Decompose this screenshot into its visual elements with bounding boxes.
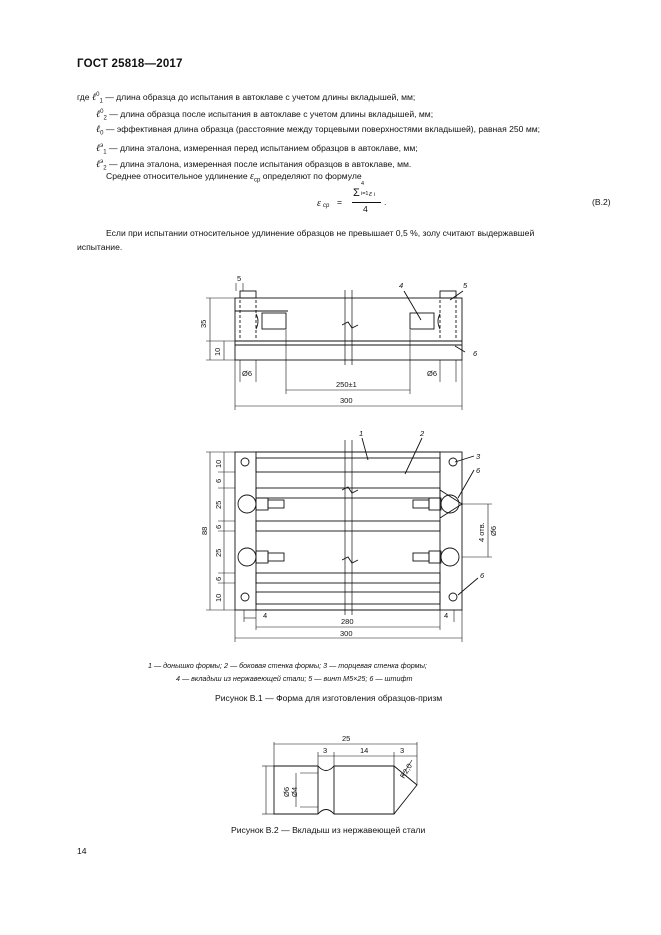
dim-label: Ø6 (282, 786, 291, 797)
symbol-sup: 0 (100, 109, 104, 115)
dim-label: 10 (214, 459, 223, 468)
callout-label: 2 (420, 429, 425, 438)
symbol-sub: 0 (100, 130, 104, 137)
dim-label: 6 (214, 478, 223, 483)
figure-caption: Рисунок В.2 — Вкладыш из нержавеющей стали (231, 825, 426, 835)
dim-label: 4 (444, 611, 449, 620)
dim-label: 300 (340, 396, 353, 405)
paragraph-line: испытание. (77, 242, 123, 252)
callout-label: 6 (480, 571, 485, 580)
dim-label: 14 (360, 746, 369, 755)
formula-sigma: Σ (353, 187, 360, 199)
dim-label: 300 (340, 629, 353, 638)
dim-label: 280 (341, 617, 354, 626)
formula-tail: . (384, 197, 387, 207)
dim-label: 5 (237, 274, 242, 283)
dim-label: 25 (214, 548, 223, 557)
formula-eq: = (337, 197, 343, 207)
symbol-sup: э (100, 159, 104, 165)
symbol-sub: 2 (103, 115, 107, 122)
mean-symbol: ε (250, 171, 254, 182)
figure-legend-line: 4 — вкладыш из нержавеющей стали; 5 — винт М5×25; 6 — штифт (176, 674, 413, 683)
symbol-sup: э (100, 143, 104, 149)
symbol-sup: 0 (96, 92, 100, 98)
formula-sum-top: 4 (361, 181, 365, 187)
callout-label: 6 (476, 466, 481, 475)
symbol: ℓ (96, 124, 101, 135)
insert-drawing (262, 742, 417, 814)
plan-view (206, 438, 492, 642)
symbol-sub: 2 (103, 165, 107, 172)
symbol: ℓ (91, 91, 97, 103)
callout-label: 3 (476, 452, 481, 461)
formula-sum-bottom: i=1 (361, 191, 369, 197)
definition-text: — эффективная длина образца (расстояние между торцевыми поверхностями вкладышей), равная 250 мм; (105, 124, 541, 134)
dim-label: 6 (214, 576, 223, 581)
mean-text-before: Среднее относительное удлинение (106, 171, 248, 181)
definition-text: — длина образца до испытания в автоклаве с учетом длины вкладышей, мм; (105, 91, 416, 102)
formula-lhs: ε (317, 198, 321, 209)
symbol: ℓ (96, 158, 101, 170)
dim-label: Ø4 (290, 786, 299, 797)
formula-term: ε (369, 189, 373, 198)
symbol: ℓ (96, 142, 101, 154)
dim-label: 35 (199, 319, 208, 328)
callout-label: 1 (359, 429, 364, 438)
definition-text: — длина образца после испытания в автоклаве с учетом длины вкладышей, мм; (109, 108, 434, 119)
symbol: ℓ (96, 108, 101, 120)
definition-text: — длина эталона, измеренная после испытания образцов в автоклаве, мм. (108, 158, 412, 169)
mean-symbol-sub: ср (254, 177, 261, 184)
formula-denominator: 4 (363, 204, 368, 214)
paragraph-line: Если при испытании относительное удлинение образцов не превышает 0,5 %, золу считают выдержавшей (106, 228, 535, 238)
document-header: ГОСТ 25818—2017 (77, 58, 183, 70)
side-view (206, 283, 465, 410)
callout-label: 5 (463, 281, 468, 290)
dim-label: 3 (323, 746, 328, 755)
callout-label: 6 (473, 349, 478, 358)
figure-caption: Рисунок В.1 — Форма для изготовления образцов-призм (215, 693, 443, 703)
dim-label: R2,0 (398, 761, 415, 781)
callout-label: 4 (399, 281, 404, 290)
dim-label: 3 (400, 746, 405, 755)
dim-label: 4 (263, 611, 268, 620)
dim-label: 10 (213, 347, 222, 356)
dim-label: Ø6 (427, 369, 438, 378)
dim-label: 6 (214, 524, 223, 529)
dim-label: 25 (214, 500, 223, 509)
dim-label: 88 (200, 526, 209, 535)
dim-label: 10 (214, 593, 223, 602)
symbol-sub: 1 (103, 149, 107, 156)
definition-text: — длина эталона, измеренная перед испытанием образцов в автоклаве, мм; (108, 142, 418, 153)
dim-label: 4 отв. (477, 522, 486, 542)
formula-term-sub: i (374, 192, 376, 198)
page-number: 14 (77, 846, 87, 856)
formula-number: (В.2) (592, 197, 611, 207)
symbol-sub: 1 (99, 98, 103, 105)
figure-legend-line: 1 — донышко формы; 2 — боковая стенка формы; 3 — торцевая стенка формы; (148, 661, 427, 670)
dim-label: Ø6 (242, 369, 253, 378)
dim-label: 250±1 (336, 380, 357, 389)
dim-label: 25 (342, 734, 351, 743)
definition-lead: где (77, 91, 90, 102)
mean-text-after: определяют по формуле (262, 171, 362, 181)
formula-lhs-sub: ср (323, 203, 330, 209)
dim-label: Ø6 (489, 525, 498, 536)
